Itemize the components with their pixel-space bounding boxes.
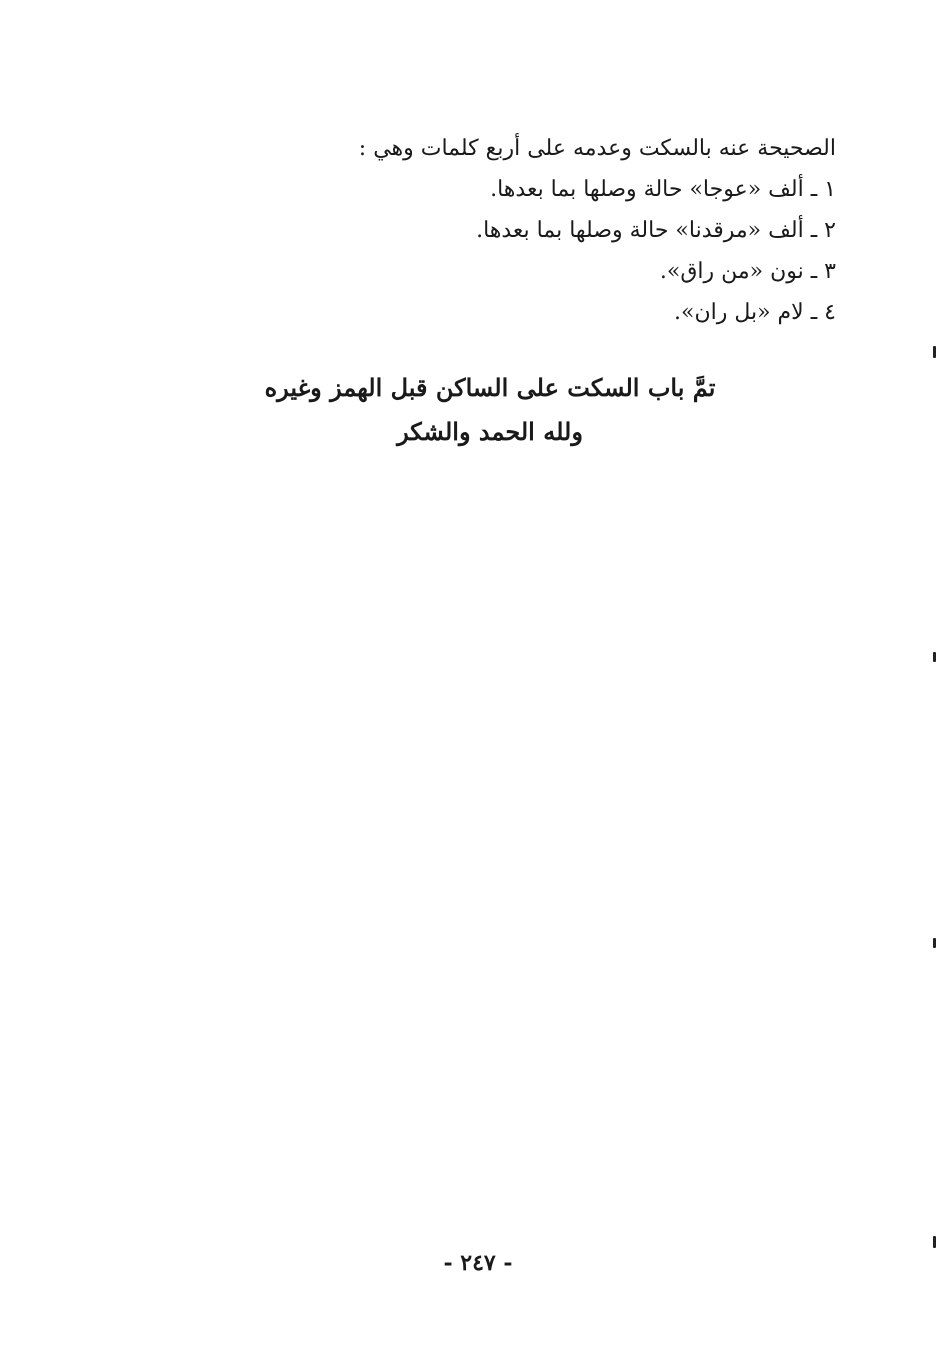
closing-line-2: ولله الحمد والشكر xyxy=(397,417,583,446)
page-number: - ٢٤٧ - xyxy=(443,1250,513,1276)
body-text xyxy=(300,128,836,333)
list-item: ٢ ـ ألف «مرقدنا» حالة وصلها بما بعدها. xyxy=(476,218,836,243)
list-item: ١ ـ ألف «عوجا» حالة وصلها بما بعدها. xyxy=(490,177,836,202)
list-item: ٤ ـ لام «بل ران». xyxy=(673,300,836,325)
intro-line: الصحيحة عنه بالسكت وعدمه على أربع كلمات وهي : xyxy=(358,136,836,161)
closing-statement xyxy=(240,366,740,454)
closing-line-1: تمَّ باب السكت على الساكن قبل الهمز وغيره xyxy=(264,373,716,402)
list-item: ٣ ـ نون «من راق». xyxy=(659,259,836,284)
